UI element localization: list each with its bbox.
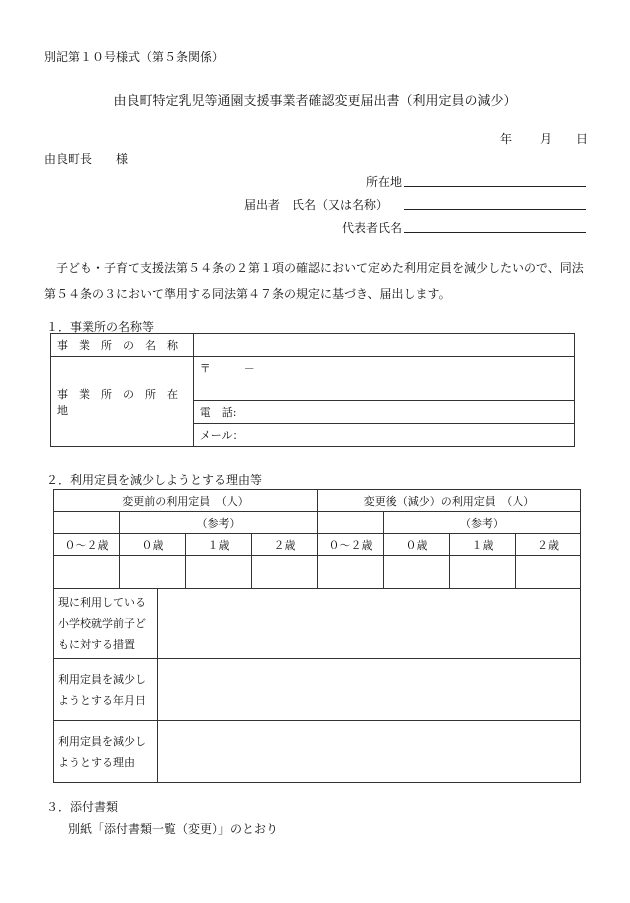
after-total-input[interactable] [318,556,384,589]
reduction-reason-label: 利用定員を減少しようとする理由 [54,721,158,783]
office-phone-field[interactable]: 電 話: [193,401,574,424]
age-header-after-total: ０～２歳 [318,534,384,556]
applicant-name-label: 氏名（又は名称） [292,198,389,212]
before-age0-input[interactable] [120,556,186,589]
before-reference-label: （参考） [120,512,318,534]
after-age1-input[interactable] [450,556,516,589]
applicant-address-label: 所在地 [366,175,403,189]
before-total-input[interactable] [54,556,120,589]
office-email-field[interactable]: メール： [193,424,574,447]
after-total-header-blank [318,512,384,534]
age-header-after-2: ２歳 [516,534,581,556]
current-measures-field[interactable] [158,589,581,659]
after-age2-input[interactable] [516,556,581,589]
reduction-date-label: 利用定員を減少しようとする年月日 [54,659,158,721]
age-header-before-1: １歳 [186,534,252,556]
applicant-address-line[interactable] [404,186,586,187]
age-header-before-2: ２歳 [252,534,318,556]
section3-heading: ３．添付書類 [46,800,119,814]
age-header-after-1: １歳 [450,534,516,556]
date-day-label: 日 [576,132,589,146]
applicant-section-label: 届出者 [244,198,281,212]
attachments-note: 別紙「添付書類一覧（変更）」のとおり [68,822,279,836]
section2-heading: ２．利用定員を減少しようとする理由等 [46,473,263,487]
date-year-label: 年 [500,132,513,146]
office-address-label: 事 業 所 の 所 在 地 [51,357,194,447]
before-capacity-header: 変更前の利用定員 （人） [54,490,318,512]
after-capacity-header: 変更後（減少）の利用定員 （人） [318,490,581,512]
age-header-before-0: ０歳 [120,534,186,556]
current-measures-label: 現に利用している小学校就学前子どもに対する措置 [54,589,158,659]
reason-table [53,588,581,783]
applicant-rep-label: 代表者氏名 [342,221,403,235]
addressee: 由良町長 様 [44,152,129,166]
before-total-header-blank [54,512,120,534]
before-age2-input[interactable] [252,556,318,589]
office-name-label: 事 業 所 の 名 称 [51,334,194,357]
section1-heading: １．事業所の名称等 [46,320,155,334]
applicant-name-line[interactable] [404,209,586,210]
form-number: 別記第１０号様式（第５条関係） [44,50,225,64]
age-header-before-total: ０～２歳 [54,534,120,556]
reduction-date-field[interactable] [158,659,581,721]
office-postal-field[interactable]: 〒 － [193,357,574,401]
date-month-label: 月 [540,132,553,146]
office-name-field[interactable] [193,334,574,357]
after-age0-input[interactable] [384,556,450,589]
age-header-after-0: ０歳 [384,534,450,556]
after-reference-label: （参考） [384,512,581,534]
applicant-rep-line[interactable] [404,232,586,233]
body-paragraph: 子ども・子育て支援法第５４条の２第１項の確認において定めた利用定員を減少したいので、同法第５４条の３において準用する同法第４７条の規定に基づき、届出します。 [44,261,584,301]
office-info-table [50,333,575,447]
reduction-reason-field[interactable] [158,721,581,783]
before-age1-input[interactable] [186,556,252,589]
capacity-table [53,489,581,589]
document-title: 由良町特定乳児等通園支援事業者確認変更届出書（利用定員の減少） [113,94,517,109]
